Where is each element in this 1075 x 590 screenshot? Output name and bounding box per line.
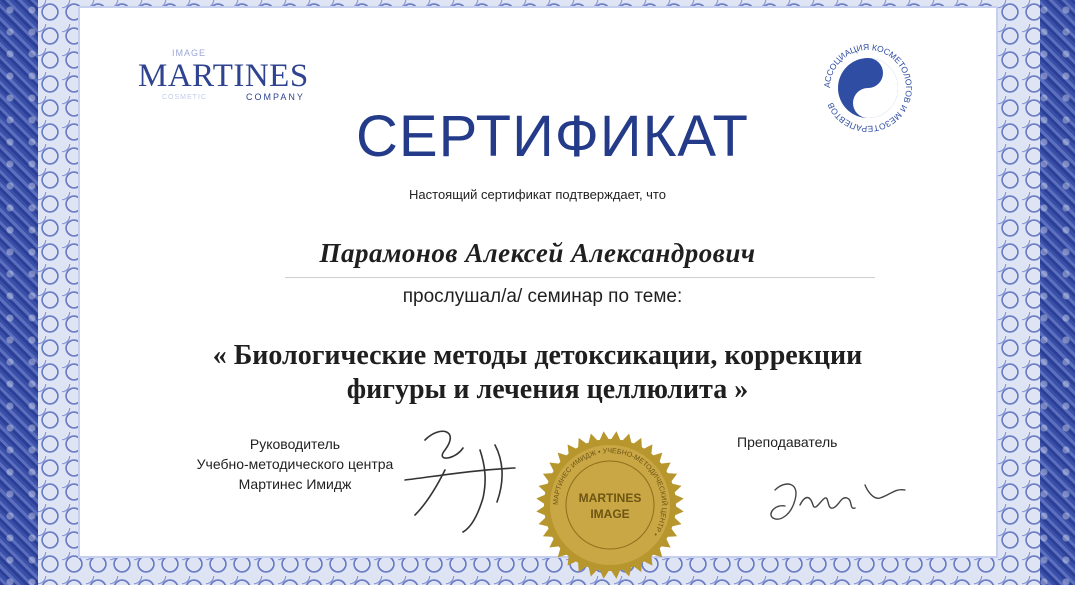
- association-seal-text: АССОЦИАЦИЯ КОСМЕТОЛОГОВ И МЕЗОТЕРАПЕВТОВ: [821, 41, 915, 135]
- gold-seal-line-1: MARTINES: [578, 491, 642, 505]
- association-seal-icon: [818, 38, 918, 138]
- gold-seal-line-2: IMAGE: [590, 507, 630, 521]
- martines-logo: [138, 48, 328, 106]
- head-title-line-3: Мартинес Имидж: [238, 476, 352, 492]
- teacher-signature: [755, 460, 915, 540]
- seminar-topic-line-1: « Биологические методы детоксикации, коррекции: [212, 340, 863, 371]
- head-signature: [385, 420, 535, 540]
- certificate-title: СЕРТИФИКАТ: [356, 104, 749, 169]
- head-signatory-block: [180, 434, 410, 494]
- logo-image-text: IMAGE: [172, 48, 207, 58]
- logo-brand-text: MARTINES: [138, 58, 309, 94]
- logo-company-text: COMPANY: [246, 92, 305, 102]
- logo-cosmetic-text: COSMETIC: [162, 94, 207, 101]
- head-title-line-2: Учебно-методического центра: [196, 456, 394, 472]
- gold-seal-icon: [525, 420, 695, 590]
- name-underline: [285, 277, 875, 278]
- certificate-intro: Настоящий сертификат подтверждает, что: [409, 187, 666, 202]
- head-title-line-1: Руководитель: [249, 436, 341, 452]
- gold-seal-ring-text: МАРТИНЕС ИМИДЖ • УЧЕБНО-МЕТОДИЧЕСКИЙ ЦЕНТР •: [552, 447, 668, 537]
- seminar-heard-text: прослушал/а/ семинар по теме:: [402, 286, 683, 307]
- teacher-label: Преподаватель: [737, 434, 838, 450]
- seminar-topic-line-2: фигуры и лечения целлюлита »: [346, 374, 749, 405]
- recipient-name: Парамонов Алексей Александрович: [319, 238, 756, 268]
